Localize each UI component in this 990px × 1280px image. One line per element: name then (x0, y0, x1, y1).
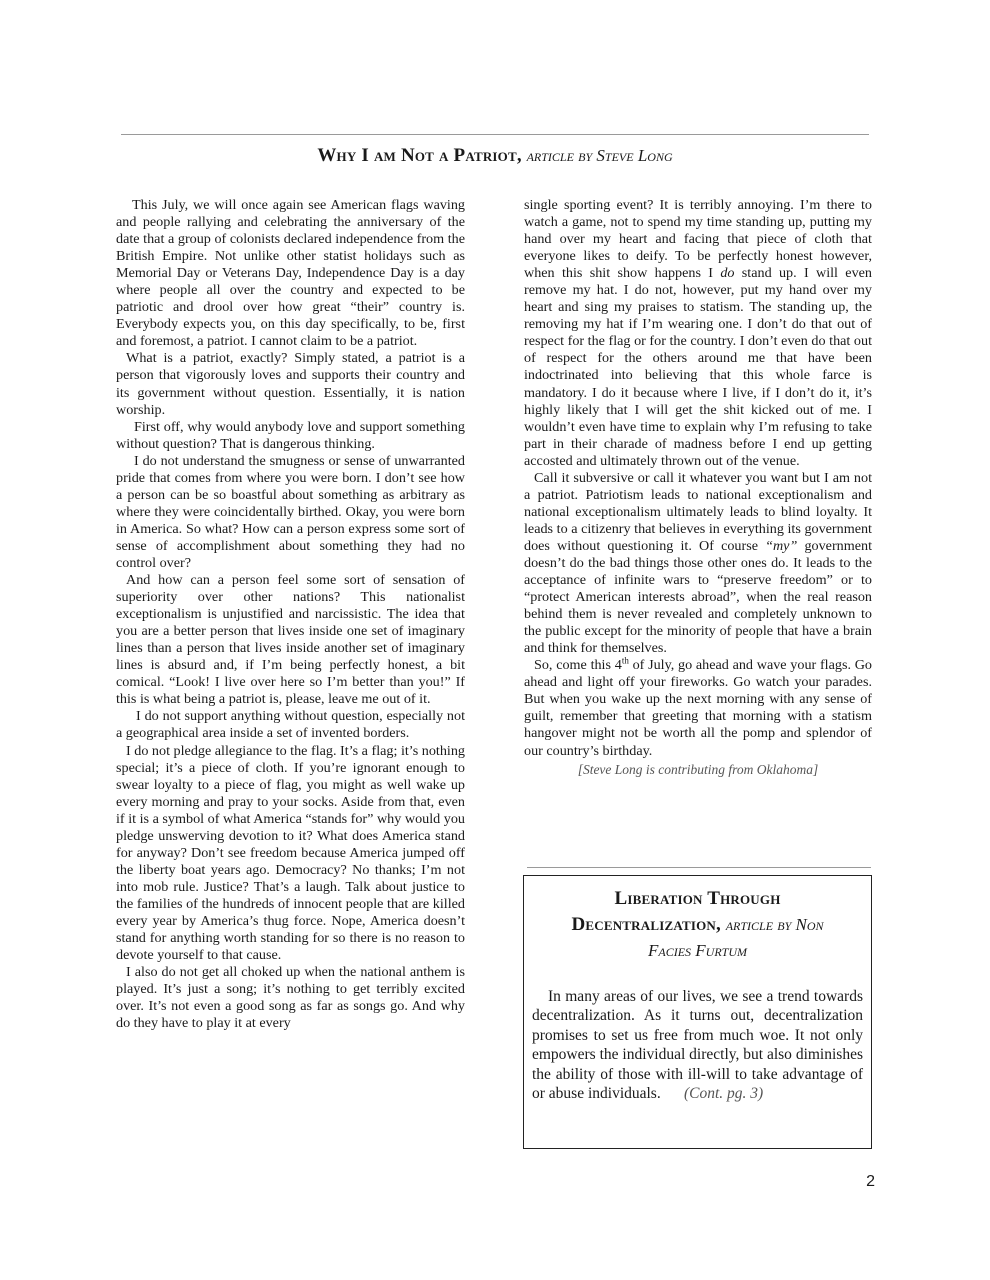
emphasis: do (720, 265, 735, 282)
article-paragraph: I do not support anything without question, especially not a geographical area inside a set of invented borders. (116, 708, 465, 742)
sidebar-byline-prefix: article by (725, 915, 792, 934)
article-paragraph: First off, why would anybody love and support something without question? That is dangerous thinking. (116, 418, 465, 452)
article-paragraph: Call it subversive or call it whatever you want but I am not a patriot. Patriotism leads to national exceptionalism and national exceptionalism ultimately leads to blind loyalty. It leads to a citizenry that believes in everything its government does without questioning it. Of course “my” government doesn’t do the bad things those other ones do. It leads to the acceptance of infinite wars to “preserve freedom” or to “protect American interests abroad”, when the real reason behind them is never revealed and completely unknown to the public except for the minority of people that have a brain and think for themselves. (524, 469, 872, 657)
sidebar-author-line: Facies Furtum (647, 941, 747, 960)
sidebar-author: Non (795, 915, 824, 934)
sidebar-headline (524, 886, 871, 964)
emphasis: “my” (765, 537, 798, 554)
continued-link: (Cont. pg. 3) (683, 1085, 764, 1103)
article-paragraph: What is a patriot, exactly? Simply stated, a patriot is a person that vigorously loves and supports their country and its government without question. Essentially, it is nation worship. (116, 350, 465, 418)
page-number: 2 (866, 1173, 875, 1190)
article-column-left (116, 197, 465, 1032)
article-title: Why I am Not a Patriot, (317, 145, 522, 166)
header-rule (121, 134, 869, 135)
article-author: Steve Long (596, 146, 673, 165)
sidebar-paragraph: In many areas of our lives, we see a trend towards decentralization. As it turns out, decentralization promises to set us free from much woe. It not only empowers the individual directly, but also diminishes the ability of those with ill-will to take advantage of or abuse individuals. (Cont. pg. 3) (532, 988, 863, 1103)
article-paragraph: single sporting event? It is terribly annoying. I’m there to watch a game, not to spend my time standing up, putting my hand over my heart and facing that piece of cloth that everyone likes to deify. To be perfectly honest however, when this shit show happens I do stand up. I will even remove my hat. I do not, however, put my hand over my heart and sing my praises to statism. The standing up, the removing my hat if I’m wearing one. I don’t do that out of respect for the flag or for the country. I don’t even do that out of respect for the others around me that have been indoctrinated into believing that this whole farce is mandatory. I do it because where I live, if I don’t do it, it’s highly likely that I will get the shit kicked out of me. I wouldn’t even have time to explain why I’m refusing to take part in their charade of madness before I end up getting accosted and ultimately thrown out of the venue. (524, 197, 872, 469)
sidebar-title-line-2: Decentralization, article by Non (571, 914, 824, 935)
ordinal-suffix: th (621, 655, 629, 666)
article-paragraph: I do not pledge allegiance to the flag. It’s a flag; it’s nothing special; it’s a piece of cloth. If you’re ignorant enough to swear loyalty to a piece of flag, you might as well wake up every morning and pray to your socks. Aside from that, even if it is a symbol of what America “stands for” why would you pledge unswerving devotion to it? What does America stand for anyway? Don’t see freedom because America jumped off the liberty boat years ago. Democracy? No thanks; I’m not into mob rule. Justice? That’s a laugh. Talk about justice to the families of the hundreds of innocent people that are killed every year by America’s thug force. Nope, America doesn’t stand for anything worth standing for so there is no reason to devote yourself to that cause. (116, 742, 465, 964)
article-paragraph: I also do not get all choked up when the national anthem is played. It’s just a song; it’s nothing to get terribly excited over. It’s not even a good song as far as songs go. And why do they have to play it at every (116, 964, 465, 1032)
article-paragraph: This July, we will once again see American flags waving and people rallying and celebrating the anniversary of the date that a group of colonists declared independence from the British Empire. Not unlike other statist holidays such as Memorial Day or Veterans Day, Independence Day is a day where people all over the country and expected to be patriotic and drool over how great “their” country is. Everybody expects you, on this day specifically, to be, first and foremost, a patriot. I cannot claim to be a patriot. (116, 197, 465, 350)
section-divider (527, 867, 871, 868)
article-paragraph: I do not understand the smugness or sense of unwarranted pride that comes from where you were born. I don’t see how a person can be so boastful about something as arbitrary as where they were coincidentally birthed. Okay, you were born in America. So what? How can a person express some sort of sense of accomplishment about something they had no control over? (116, 452, 465, 571)
sidebar-article-box (523, 875, 872, 1149)
sidebar-title-line-1: Liberation Through (614, 888, 781, 909)
article-headline (0, 143, 990, 169)
article-paragraph: And how can a person feel some sort of sensation of superiority over other nations? This nationalist exceptionalism is unjustified and narcissistic. The idea that you are a better person that lives inside one set of imaginary lines than a person that lives inside another set of imaginary lines is absurd and, if I’m being perfectly honest, a bit comical. “Look! I live over here so I’m better than you!” If this is what being a patriot is, please, leave me out of it. (116, 572, 465, 708)
article-column-right (524, 197, 872, 778)
article-paragraph: So, come this 4th of July, go ahead and wave your flags. Go ahead and light off your fireworks. Go watch your parades. But when you wake up the next morning with any sense of guilt, remember that greeting that morning with a statism hangover might not be worth all the pomp and splendor of our country’s birthday. (524, 655, 873, 759)
article-byline (527, 146, 673, 165)
sidebar-body (532, 987, 863, 1103)
byline-prefix: article by (526, 146, 593, 165)
author-attribution: [Steve Long is contributing from Oklahoma] (577, 761, 819, 777)
